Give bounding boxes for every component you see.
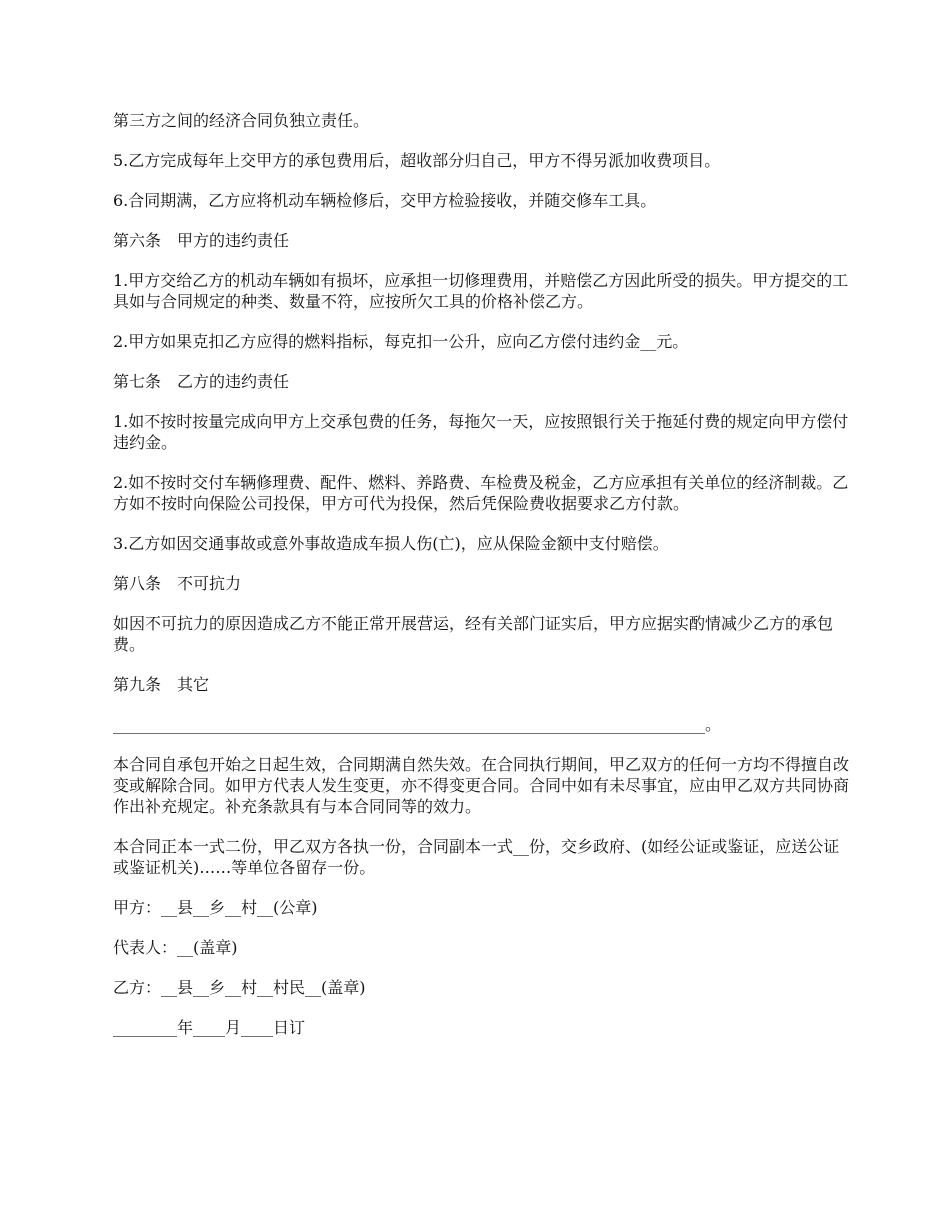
paragraph-clause-6: 6.合同期满，乙方应将机动车辆检修后，交甲方检验接收，并随交修车工具。 (113, 191, 657, 210)
section-heading-article-6: 第六条 甲方的违约责任 (113, 231, 290, 250)
signature-representative: 代表人：__(盖章) (113, 938, 238, 957)
signature-party-b: 乙方：__县__乡__村__村民__(盖章) (113, 978, 366, 997)
signing-date: ________年____月____日订 (113, 1018, 306, 1037)
paragraph-force-majeure: 如因不可抗力的原因造成乙方不能正常开展营运，经有关部门证实后，甲方应据实酌情减少乙方的承包费。 (113, 614, 834, 654)
paragraph-article-7-item-1: 1.如不按时按量完成向甲方上交承包费的任务，每拖欠一天，应按照银行关于拖延付费的规定向甲方偿付违约金。 (113, 412, 849, 452)
section-heading-article-7: 第七条 乙方的违约责任 (113, 372, 290, 391)
paragraph-article-6-item-2: 2.甲方如果克扣乙方应得的燃料指标，每克扣一公升，应向乙方偿付违约金__元。 (113, 332, 689, 351)
paragraph-clause-5: 5.乙方完成每年上交甲方的承包费用后，超收部分归自己，甲方不得另派加收费项目。 (113, 151, 721, 170)
blank-fill-line: __________________________________________________________________________。 (113, 715, 721, 734)
section-heading-article-8: 第八条 不可抗力 (113, 574, 242, 593)
paragraph-contract-liability: 第三方之间的经济合同负独立责任。 (113, 111, 370, 130)
paragraph-article-7-item-2: 2.如不按时交付车辆修理费、配件、燃料、养路费、车检费及税金，乙方应承担有关单位的经济制裁。乙方如不按时向保险公司投保，甲方可代为投保，然后凭保险费收据要求乙方付款。 (113, 473, 849, 513)
signature-party-a: 甲方：__县__乡__村__(公章) (113, 898, 318, 917)
paragraph-copies: 本合同正本一式二份，甲乙双方各执一份，合同副本一式__份，交乡政府、(如经公证或鉴证，应送公证或鉴证机关)……等单位各留存一份。 (113, 837, 840, 877)
paragraph-article-7-item-3: 3.乙方如因交通事故或意外事故造成车损人伤(亡)，应从保险金额中支付赔偿。 (113, 534, 669, 553)
document-body (113, 110, 853, 1057)
paragraph-effective-term: 本合同自承包开始之日起生效，合同期满自然失效。在合同执行期间，甲乙双方的任何一方均不得擅自改变或解除合同。如甲方代表人发生变更，亦不得变更合同。合同中如有未尽事宜，应由甲乙双方共同协商作出补充规定。补充条款具有与本合同同等的效力。 (113, 755, 850, 816)
paragraph-article-6-item-1: 1.甲方交给乙方的机动车辆如有损坏，应承担一切修理费用，并赔偿乙方因此所受的损失。甲方提交的工具如与合同规定的种类、数量不符，应按所欠工具的价格补偿乙方。 (113, 271, 849, 311)
section-heading-article-9: 第九条 其它 (113, 675, 210, 694)
